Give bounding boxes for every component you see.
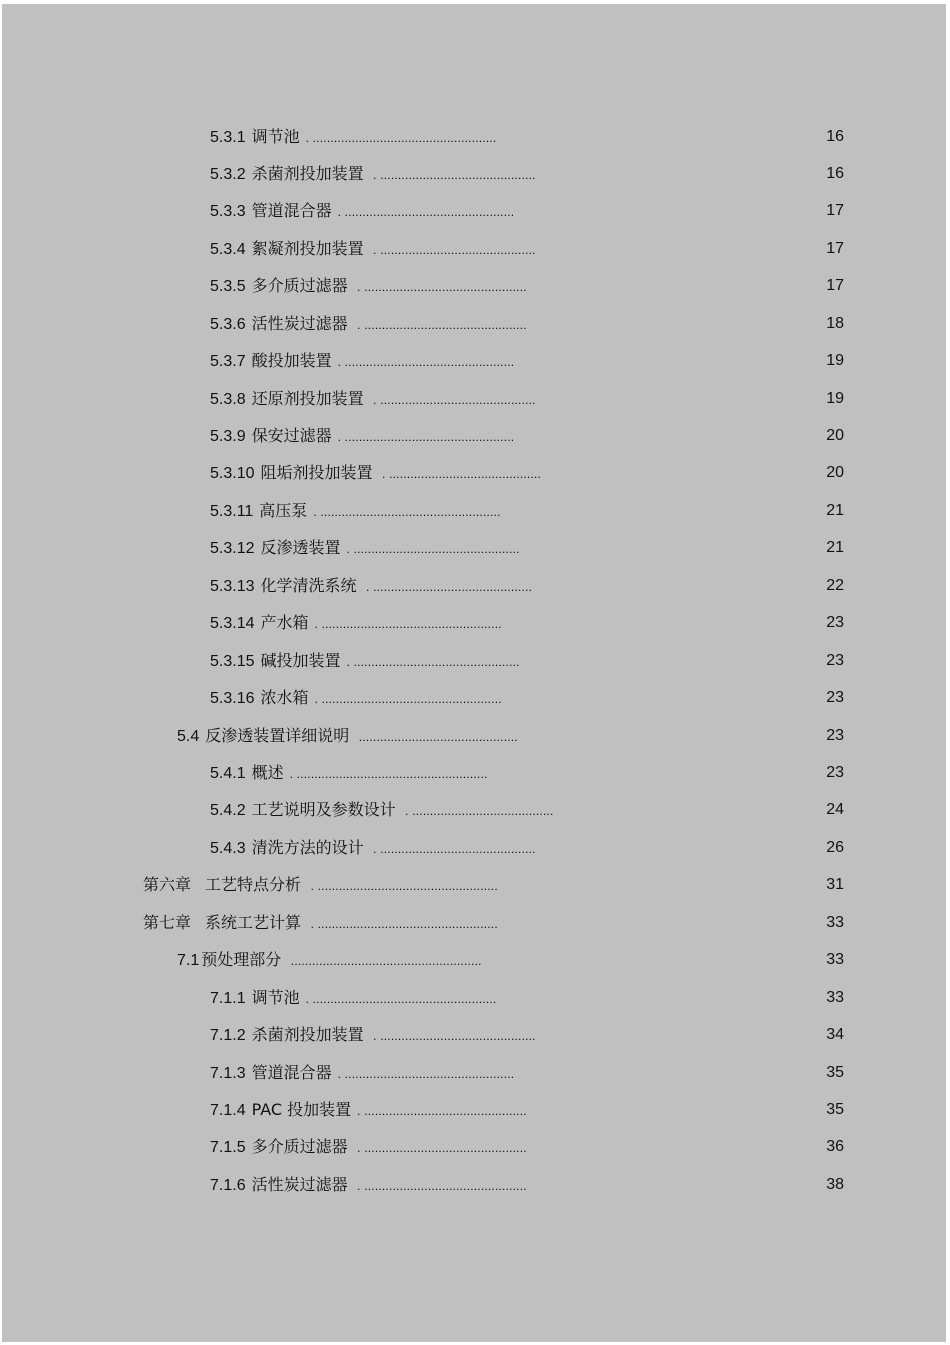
toc-title: 系统工艺计算: [205, 913, 302, 932]
toc-entry: [210, 387, 536, 411]
toc-title: 工艺特点分析: [205, 875, 302, 894]
toc-entry: [210, 312, 527, 336]
toc-title: 清洗方法的设计: [251, 838, 364, 857]
toc-number: 5.4.2: [210, 802, 246, 819]
toc-leader: . ...............................................: [346, 542, 520, 556]
toc-number: 7.1.2: [210, 1027, 246, 1044]
toc-leader: . ...................................................: [307, 879, 498, 893]
toc-entry: [210, 162, 536, 186]
toc-entry: [210, 461, 541, 485]
document-page: [2, 4, 946, 1342]
toc-entry: [210, 237, 536, 261]
toc-entry: [210, 1061, 514, 1085]
toc-title: 活性炭过滤器: [251, 314, 348, 333]
toc-page-number: 23: [826, 689, 844, 706]
toc-title: 化学清洗系统: [260, 576, 357, 595]
toc-page-number: 18: [826, 315, 844, 332]
toc-number: 5.3.7: [210, 353, 246, 370]
toc-title: 活性炭过滤器: [251, 1175, 348, 1194]
toc-page-number: 33: [826, 989, 844, 1006]
toc-page-number: 35: [826, 1101, 844, 1118]
toc-leader: . ..............................................: [357, 1104, 527, 1118]
toc-page-number: 21: [826, 502, 844, 519]
toc-entry: [210, 761, 488, 785]
toc-leader: . ..............................................: [353, 280, 527, 294]
toc-page-number: 23: [826, 764, 844, 781]
toc-number: 5.3.1: [210, 129, 246, 146]
toc-leader: . .............................................: [362, 580, 533, 594]
toc-leader: . ...................................................: [313, 505, 501, 519]
toc-title: 还原剂投加装置: [251, 389, 364, 408]
toc-entry: [210, 199, 514, 223]
toc-leader: . ............................................: [369, 1029, 536, 1043]
toc-number: 5.3.12: [210, 540, 255, 557]
toc-entry: [210, 986, 496, 1010]
toc-number: 5.3.14: [210, 615, 255, 632]
toc-number: 7.1.6: [210, 1177, 246, 1194]
toc-number: 第七章: [143, 915, 192, 932]
toc-number: 5.4: [177, 728, 200, 745]
toc-title: 絮凝剂投加装置: [251, 239, 364, 258]
toc-page-number: 19: [826, 390, 844, 407]
toc-entry: [210, 649, 520, 673]
toc-leader: . ......................................................: [289, 767, 488, 781]
toc-title: 调节池: [251, 127, 300, 146]
toc-number: 7.1.1: [210, 990, 246, 1007]
toc-title: 高压泵: [259, 501, 308, 520]
toc-number: 5.3.9: [210, 428, 246, 445]
toc-title: 反渗透装置详细说明: [205, 726, 350, 745]
toc-entry: [177, 724, 518, 748]
toc-number: 7.1.5: [210, 1139, 246, 1156]
toc-number: 第六章: [143, 877, 192, 894]
toc-page-number: 22: [826, 577, 844, 594]
toc-leader: . ................................................: [337, 355, 515, 369]
toc-number: 5.3.6: [210, 316, 246, 333]
toc-page-number: 21: [826, 539, 844, 556]
toc-title: 产水箱: [260, 613, 309, 632]
toc-page-number: 19: [826, 352, 844, 369]
toc-entry: [210, 1135, 527, 1159]
toc-number: 5.3.15: [210, 653, 255, 670]
toc-title: 杀菌剂投加装置: [251, 1025, 364, 1044]
toc-entry: [210, 536, 520, 560]
toc-entry: [210, 798, 554, 822]
toc-entry: [210, 274, 527, 298]
toc-leader: . ....................................................: [305, 131, 497, 145]
toc-page-number: 17: [826, 202, 844, 219]
toc-title: 工艺说明及参数设计: [251, 800, 396, 819]
toc-page-number: 36: [826, 1138, 844, 1155]
toc-number: 7.1.4: [210, 1102, 246, 1119]
toc-title: 调节池: [251, 988, 300, 1007]
toc-leader: . ..............................................: [353, 318, 527, 332]
toc-entry: [143, 873, 498, 897]
toc-entry: [210, 611, 502, 635]
toc-leader: . ..............................................: [353, 1179, 527, 1193]
toc-title: 反渗透装置: [260, 538, 341, 557]
toc-leader: . ............................................: [369, 168, 536, 182]
toc-leader: . ............................................: [369, 842, 536, 856]
toc-leader: . ..............................................: [353, 1141, 527, 1155]
toc-leader: .............................................: [355, 730, 518, 744]
toc-entry: [177, 948, 482, 972]
toc-leader: . ................................................: [337, 1067, 515, 1081]
toc-number: 5.3.3: [210, 203, 246, 220]
toc-title: 概述: [251, 763, 284, 782]
toc-entry: [210, 424, 514, 448]
toc-page-number: 23: [826, 652, 844, 669]
toc-title: 杀菌剂投加装置: [251, 164, 364, 183]
toc-leader: . ...................................................: [314, 692, 502, 706]
toc-leader: . ...........................................: [378, 467, 542, 481]
toc-title: 浓水箱: [260, 688, 309, 707]
toc-number: 5.3.10: [210, 465, 255, 482]
toc-leader: . ............................................: [369, 243, 536, 257]
toc-title: 管道混合器: [251, 1063, 332, 1082]
toc-number: 5.3.4: [210, 241, 246, 258]
toc-page-number: 23: [826, 614, 844, 631]
toc-entry: [210, 499, 501, 523]
toc-title: 多介质过滤器: [251, 1137, 348, 1156]
toc-page-number: 20: [826, 427, 844, 444]
toc-title: 酸投加装置: [251, 351, 332, 370]
toc-leader: . ................................................: [337, 205, 515, 219]
toc-page-number: 16: [826, 165, 844, 182]
toc-leader: . ...................................................: [307, 917, 498, 931]
toc-number: 5.4.3: [210, 840, 246, 857]
toc-page-number: 33: [826, 914, 844, 931]
toc-leader: . ....................................................: [305, 992, 497, 1006]
toc-leader: . ...............................................: [346, 655, 520, 669]
toc-title: 多介质过滤器: [251, 276, 348, 295]
toc-number: 7.1.3: [210, 1065, 246, 1082]
toc-title: 预处理部分: [201, 950, 282, 969]
toc-number: 5.4.1: [210, 765, 246, 782]
toc-title: 管道混合器: [251, 201, 332, 220]
toc-page-number: 24: [826, 801, 844, 818]
toc-leader: . ................................................: [337, 430, 515, 444]
toc-leader: . ............................................: [369, 393, 536, 407]
toc-leader: . ........................................: [401, 804, 554, 818]
toc-page-number: 38: [826, 1176, 844, 1193]
toc-number: 5.3.13: [210, 578, 255, 595]
toc-number: 5.3.2: [210, 166, 246, 183]
toc-title: 阻垢剂投加装置: [260, 463, 373, 482]
toc-title: 碱投加装置: [260, 651, 341, 670]
toc-number: 5.3.11: [210, 503, 254, 520]
toc-title: PAC 投加装置: [251, 1100, 352, 1119]
toc-entry: [210, 1173, 527, 1197]
toc-entry: [143, 911, 498, 935]
toc-page-number: 20: [826, 464, 844, 481]
toc-number: 5.3.8: [210, 391, 246, 408]
toc-page-number: 17: [826, 240, 844, 257]
toc-number: 7.1: [177, 952, 200, 969]
toc-page-number: 35: [826, 1064, 844, 1081]
toc-entry: [210, 686, 502, 710]
toc-leader: . ...................................................: [314, 617, 502, 631]
toc-leader: ......................................................: [287, 954, 482, 968]
toc-entry: [210, 1098, 527, 1122]
toc-page-number: 17: [826, 277, 844, 294]
toc-number: 5.3.16: [210, 690, 255, 707]
toc-page-number: 33: [826, 951, 844, 968]
toc-entry: [210, 836, 536, 860]
toc-number: 5.3.5: [210, 278, 246, 295]
toc-page-number: 34: [826, 1026, 844, 1043]
toc-page-number: 31: [826, 876, 844, 893]
toc-title: 保安过滤器: [251, 426, 332, 445]
toc-entry: [210, 574, 532, 598]
toc-page-number: 16: [826, 128, 844, 145]
toc-entry: [210, 125, 496, 149]
toc-page-number: 26: [826, 839, 844, 856]
toc-page-number: 23: [826, 727, 844, 744]
toc-entry: [210, 1023, 536, 1047]
toc-entry: [210, 349, 514, 373]
